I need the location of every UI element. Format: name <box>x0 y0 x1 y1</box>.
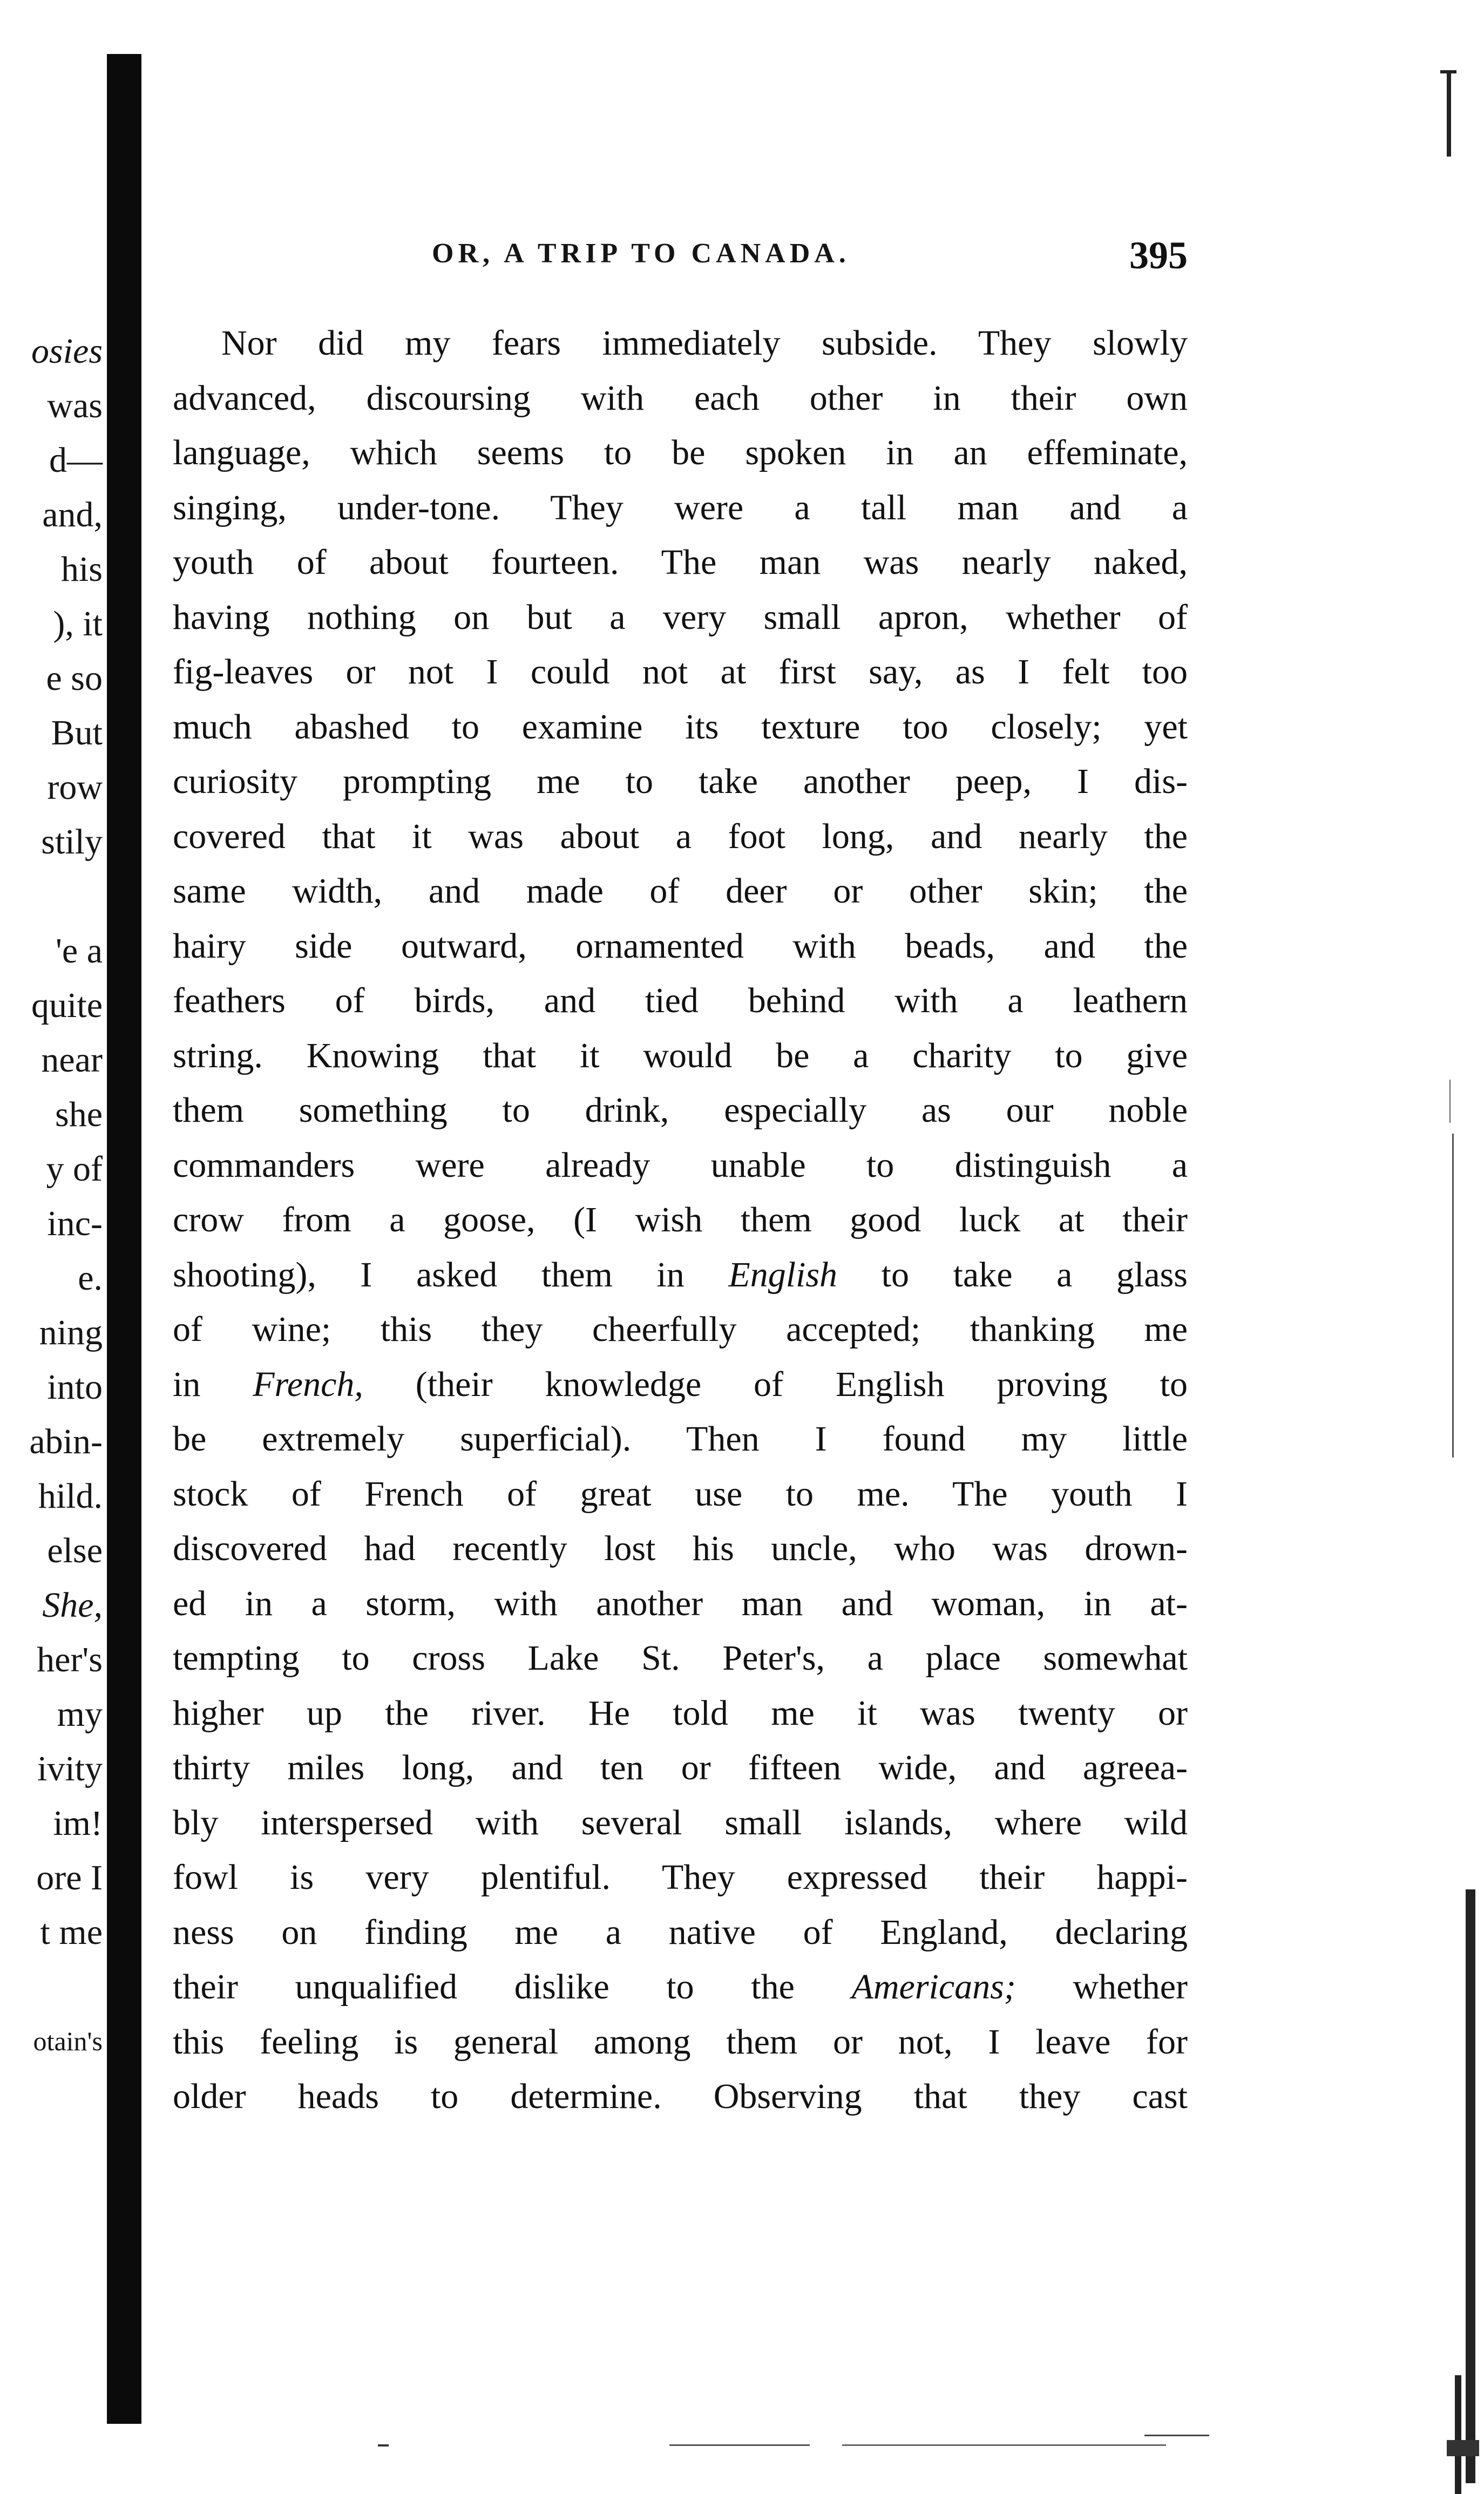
previous-page-fragment: hild. <box>38 1476 103 1516</box>
footer-rule <box>1144 2435 1209 2436</box>
previous-page-fragment: was <box>47 386 103 425</box>
text-line <box>173 590 1188 645</box>
text-line-segment: stock of French of great use to me. The youth I <box>173 1474 1188 1514</box>
next-page-edge <box>1425 54 1479 2483</box>
previous-page-fragment: she <box>55 1095 103 1134</box>
text-line <box>173 1631 1188 1686</box>
text-line-segment: Nor did my fears immediately subside. They slowly <box>221 323 1188 363</box>
text-line-segment: older heads to determine. Observing that they cast <box>173 2077 1188 2116</box>
previous-page-fragment: inc- <box>47 1204 103 1243</box>
text-line-segment: ness on finding me a native of England, declaring <box>173 1912 1188 1952</box>
text-line <box>173 1960 1188 2015</box>
text-line <box>173 1028 1188 1083</box>
previous-page-fragment: into <box>47 1367 103 1407</box>
text-line-segment: higher up the river. He told me it was twenty or <box>173 1693 1188 1733</box>
text-line <box>173 1467 1188 1522</box>
text-line <box>173 864 1188 919</box>
text-line-segment: discovered had recently lost his uncle, who was drown- <box>173 1529 1188 1568</box>
text-line-segment: fig-leaves or not I could not at first say, as I felt too <box>173 652 1188 692</box>
italic-word: French, <box>253 1364 363 1404</box>
text-line-segment: advanced, discoursing with each other in their own <box>173 378 1188 418</box>
text-line <box>173 1576 1188 1631</box>
text-line-segment: hairy side outward, ornamented with beads, and the <box>173 926 1188 966</box>
previous-page-fragment: y of <box>46 1149 103 1189</box>
previous-page-fragment: osies <box>31 331 103 371</box>
text-line-segment: tempting to cross Lake St. Peter's, a place somewhat <box>173 1638 1188 1678</box>
body-text <box>173 316 1188 2124</box>
previous-page-fragment: ning <box>39 1313 103 1352</box>
text-line-segment: bly interspersed with several small islands, where wild <box>173 1802 1188 1842</box>
previous-page-fragment: ), it <box>53 604 103 643</box>
text-line-segment: be extremely superficial). Then I found my little <box>173 1419 1188 1459</box>
previous-page-fragment: im! <box>53 1804 103 1843</box>
text-line <box>173 1521 1188 1576</box>
previous-page-fragment: ore I <box>36 1858 103 1897</box>
previous-page-fragment: row <box>47 768 103 807</box>
text-line-segment: ed in a storm, with another man and woman, in at- <box>173 1583 1188 1623</box>
text-line <box>173 1138 1188 1193</box>
previous-page-fragment: But <box>51 713 103 753</box>
footer-rule <box>669 2444 810 2446</box>
previous-page-fragment: otain's <box>33 2026 103 2056</box>
text-line-segment: having nothing on but a very small apron, whether of <box>173 597 1188 637</box>
text-line-segment: in <box>173 1364 253 1404</box>
text-line-segment: feathers of birds, and tied behind with a leathern <box>173 981 1188 1020</box>
previous-page-fragment: near <box>41 1040 103 1080</box>
previous-page-fragment: 'e a <box>56 931 103 971</box>
previous-page-fragment: else <box>47 1531 103 1570</box>
text-line <box>173 919 1188 974</box>
text-line <box>173 1192 1188 1248</box>
text-line <box>173 700 1188 755</box>
text-line <box>173 1248 1188 1303</box>
text-line-segment: thirty miles long, and ten or fifteen wide, and agreea- <box>173 1748 1188 1787</box>
text-line-segment: same width, and made of deer or other skin; the <box>173 871 1188 911</box>
text-line-segment: of wine; this they cheerfully accepted; thanking me <box>173 1310 1188 1349</box>
previous-page-bleed <box>0 324 103 2069</box>
text-line <box>173 1357 1188 1412</box>
text-line-segment: to take a glass <box>837 1255 1188 1295</box>
text-line-segment: shooting), I asked them in <box>173 1255 729 1295</box>
italic-word: English <box>728 1255 838 1295</box>
text-line <box>173 1083 1188 1138</box>
page-number: 395 <box>1129 234 1188 277</box>
previous-page-fragment: quite <box>31 986 103 1025</box>
page-header <box>173 234 1188 281</box>
text-line <box>173 809 1188 864</box>
text-line <box>173 1740 1188 1795</box>
text-line-segment: their unqualified dislike to the <box>173 1967 852 2007</box>
previous-page-fragment: and, <box>42 495 103 534</box>
text-line-segment: commanders were already unable to distinguish a <box>173 1145 1188 1185</box>
footer-rule <box>842 2444 1166 2446</box>
text-line <box>173 535 1188 590</box>
previous-page-fragment: She, <box>42 1585 103 1625</box>
text-line <box>173 2069 1188 2124</box>
text-line <box>173 1905 1188 1960</box>
text-line <box>173 973 1188 1028</box>
text-line-segment: language, which seems to be spoken in an effeminate, <box>173 433 1188 472</box>
text-line-segment: this feeling is general among them or not, I leave for <box>173 2022 1188 2062</box>
text-line-segment: much abashed to examine its texture too closely; yet <box>173 707 1188 747</box>
previous-page-fragment: my <box>57 1695 103 1734</box>
text-line <box>173 1850 1188 1905</box>
running-head: OR, A TRIP TO CANADA. <box>432 238 850 269</box>
previous-page-fragment: abin- <box>29 1422 103 1461</box>
text-line-segment: covered that it was about a foot long, and nearly the <box>173 816 1188 856</box>
text-line <box>173 1412 1188 1467</box>
text-line-segment: string. Knowing that it would be a charity to give <box>173 1035 1188 1075</box>
text-line <box>173 1795 1188 1851</box>
text-line-segment: crow from a goose, (I wish them good luck at their <box>173 1200 1188 1239</box>
text-line <box>173 1686 1188 1741</box>
previous-page-fragment: her's <box>37 1640 103 1679</box>
text-line-segment: whether <box>1015 1967 1188 2007</box>
previous-page-fragment: t me <box>40 1913 103 1952</box>
text-line-segment: singing, under-tone. They were a tall man and a <box>173 487 1188 527</box>
text-line <box>173 2015 1188 2070</box>
text-line <box>173 316 1188 371</box>
previous-page-fragment: stily <box>41 822 103 862</box>
text-line-segment: (their knowledge of English proving to <box>363 1364 1188 1404</box>
text-line-segment: curiosity prompting me to take another peep, I dis- <box>173 762 1188 801</box>
previous-page-fragment: d— <box>49 440 103 480</box>
text-line <box>173 371 1188 426</box>
italic-word: Americans; <box>851 1967 1016 2007</box>
text-line-segment: them something to drink, especially as our noble <box>173 1090 1188 1130</box>
footer-mark <box>378 2444 389 2446</box>
previous-page-fragment: e so <box>46 659 103 698</box>
text-line <box>173 645 1188 700</box>
text-line <box>173 1302 1188 1357</box>
text-line <box>173 425 1188 480</box>
text-line-segment: fowl is very plentiful. They expressed their happi- <box>173 1858 1188 1897</box>
binding-gutter-shadow <box>107 54 141 2424</box>
text-line <box>173 480 1188 536</box>
previous-page-fragment: his <box>60 550 103 589</box>
text-line-segment: youth of about fourteen. The man was nearly naked, <box>173 543 1188 582</box>
previous-page-fragment: ivity <box>37 1749 103 1788</box>
text-line <box>173 754 1188 809</box>
previous-page-fragment: e. <box>78 1258 103 1298</box>
